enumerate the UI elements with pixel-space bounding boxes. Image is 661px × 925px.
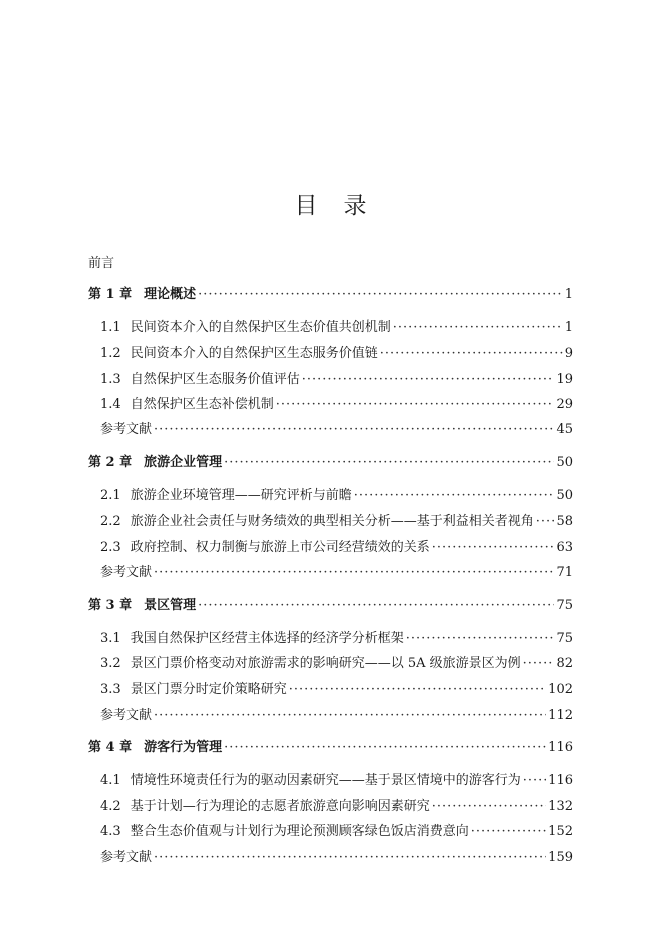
page-number: 1 — [564, 287, 573, 302]
leader-dots — [289, 682, 546, 698]
leader-dots — [536, 514, 555, 530]
leader-dots — [393, 320, 563, 336]
leader-dots — [154, 850, 546, 866]
section-title: 参考文献 — [100, 565, 153, 580]
section-number: 1.1 — [100, 320, 121, 335]
section-title: 自然保护区生态服务价值评估 — [130, 372, 300, 387]
leader-dots — [432, 540, 555, 556]
leader-dots — [154, 708, 546, 724]
page-number: 58 — [556, 514, 573, 529]
page-number: 71 — [556, 565, 573, 580]
page-number: 75 — [556, 598, 573, 613]
chapter-title: 旅游企业管理 — [144, 455, 223, 470]
leader-dots — [406, 631, 555, 647]
section-number: 4.3 — [100, 824, 121, 839]
toc-section-1-4[interactable] — [100, 397, 573, 413]
page-number: 50 — [556, 488, 573, 503]
section-number: 3.3 — [100, 682, 121, 697]
leader-dots — [354, 488, 555, 504]
section-number: 1.4 — [100, 397, 121, 412]
page-number: 1 — [564, 320, 573, 335]
section-title: 整合生态价值观与计划行为理论预测顾客绿色饭店消费意向 — [130, 824, 469, 839]
leader-dots — [198, 598, 554, 614]
toc-references-4[interactable] — [100, 850, 573, 866]
toc-preface[interactable] — [88, 256, 573, 272]
leader-dots — [523, 656, 555, 672]
page-number: 50 — [556, 455, 573, 470]
toc-chapter-3[interactable] — [88, 598, 573, 614]
section-number: 3.1 — [100, 631, 121, 646]
leader-dots — [276, 397, 555, 413]
leader-dots — [432, 799, 546, 815]
chapter-title: 景区管理 — [144, 598, 197, 613]
page-number: 116 — [548, 740, 573, 755]
section-title: 旅游企业环境管理——研究评析与前瞻 — [130, 488, 352, 503]
toc-section-2-1[interactable] — [100, 488, 573, 504]
page-number: 102 — [548, 682, 573, 697]
section-title: 民间资本介入的自然保护区生态服务价值链 — [130, 346, 378, 361]
toc-section-4-1[interactable] — [100, 773, 573, 789]
page-number: 19 — [556, 372, 573, 387]
page-number: 159 — [548, 850, 573, 865]
page-number: 112 — [548, 708, 573, 723]
page-number: 9 — [564, 346, 573, 361]
toc-chapter-4[interactable] — [88, 740, 573, 756]
leader-dots — [380, 346, 563, 362]
leader-dots — [154, 565, 554, 581]
page-number: 152 — [548, 824, 573, 839]
section-title: 基于计划—行为理论的志愿者旅游意向影响因素研究 — [130, 799, 430, 814]
toc-section-3-2[interactable] — [100, 656, 573, 672]
leader-dots — [523, 773, 546, 789]
section-title: 参考文献 — [100, 708, 153, 723]
section-title: 情境性环境责任行为的驱动因素研究——基于景区情境中的游客行为 — [130, 773, 521, 788]
leader-dots — [224, 455, 554, 471]
chapter-number: 第 2 章 — [88, 455, 133, 470]
section-title: 景区门票分时定价策略研究 — [130, 682, 287, 697]
leader-dots — [471, 824, 546, 840]
section-title: 景区门票价格变动对旅游需求的影响研究——以 5A 级旅游景区为例 — [130, 656, 521, 671]
page-title: 目录 — [294, 193, 393, 219]
page-number: 75 — [556, 631, 573, 646]
section-title: 自然保护区生态补偿机制 — [130, 397, 274, 412]
toc-section-3-1[interactable] — [100, 631, 573, 647]
chapter-title: 理论概述 — [144, 287, 197, 302]
toc-section-4-2[interactable] — [100, 799, 573, 815]
section-number: 1.3 — [100, 372, 121, 387]
leader-dots — [302, 372, 555, 388]
toc-chapter-1[interactable] — [88, 287, 573, 303]
chapter-number: 第 3 章 — [88, 598, 133, 613]
page-number: 45 — [556, 422, 573, 437]
page-number: 63 — [556, 540, 573, 555]
page-number: 29 — [556, 397, 573, 412]
chapter-number: 第 4 章 — [88, 740, 133, 755]
page-number: 116 — [548, 773, 573, 788]
toc-section-2-2[interactable] — [100, 514, 573, 530]
section-number: 2.3 — [100, 540, 121, 555]
section-title: 政府控制、权力制衡与旅游上市公司经营绩效的关系 — [130, 540, 430, 555]
chapter-number: 第 1 章 — [88, 287, 133, 302]
section-title: 民间资本介入的自然保护区生态价值共创机制 — [130, 320, 391, 335]
toc-section-1-1[interactable] — [100, 320, 573, 336]
toc-section-2-3[interactable] — [100, 540, 573, 556]
section-number: 2.1 — [100, 488, 121, 503]
toc-references-2[interactable] — [100, 565, 573, 581]
section-number: 4.2 — [100, 799, 121, 814]
toc-references-3[interactable] — [100, 708, 573, 724]
section-number: 1.2 — [100, 346, 121, 361]
page-number: 82 — [556, 656, 573, 671]
section-title: 参考文献 — [100, 850, 153, 865]
toc-section-1-3[interactable] — [100, 372, 573, 388]
section-number: 2.2 — [100, 514, 121, 529]
section-title: 我国自然保护区经营主体选择的经济学分析框架 — [130, 631, 404, 646]
section-title: 参考文献 — [100, 422, 153, 437]
section-number: 4.1 — [100, 773, 121, 788]
section-title: 旅游企业社会责任与财务绩效的典型相关分析——基于利益相关者视角 — [130, 514, 534, 529]
page-number: 132 — [548, 799, 573, 814]
preface-label: 前言 — [88, 256, 115, 271]
toc-section-3-3[interactable] — [100, 682, 573, 698]
leader-dots — [154, 422, 554, 438]
toc-chapter-2[interactable] — [88, 455, 573, 471]
section-number: 3.2 — [100, 656, 121, 671]
toc-section-4-3[interactable] — [100, 824, 573, 840]
chapter-title: 游客行为管理 — [144, 740, 223, 755]
toc-section-1-2[interactable] — [100, 346, 573, 362]
leader-dots — [224, 740, 546, 756]
leader-dots — [198, 287, 563, 303]
toc-references-1[interactable] — [100, 422, 573, 438]
